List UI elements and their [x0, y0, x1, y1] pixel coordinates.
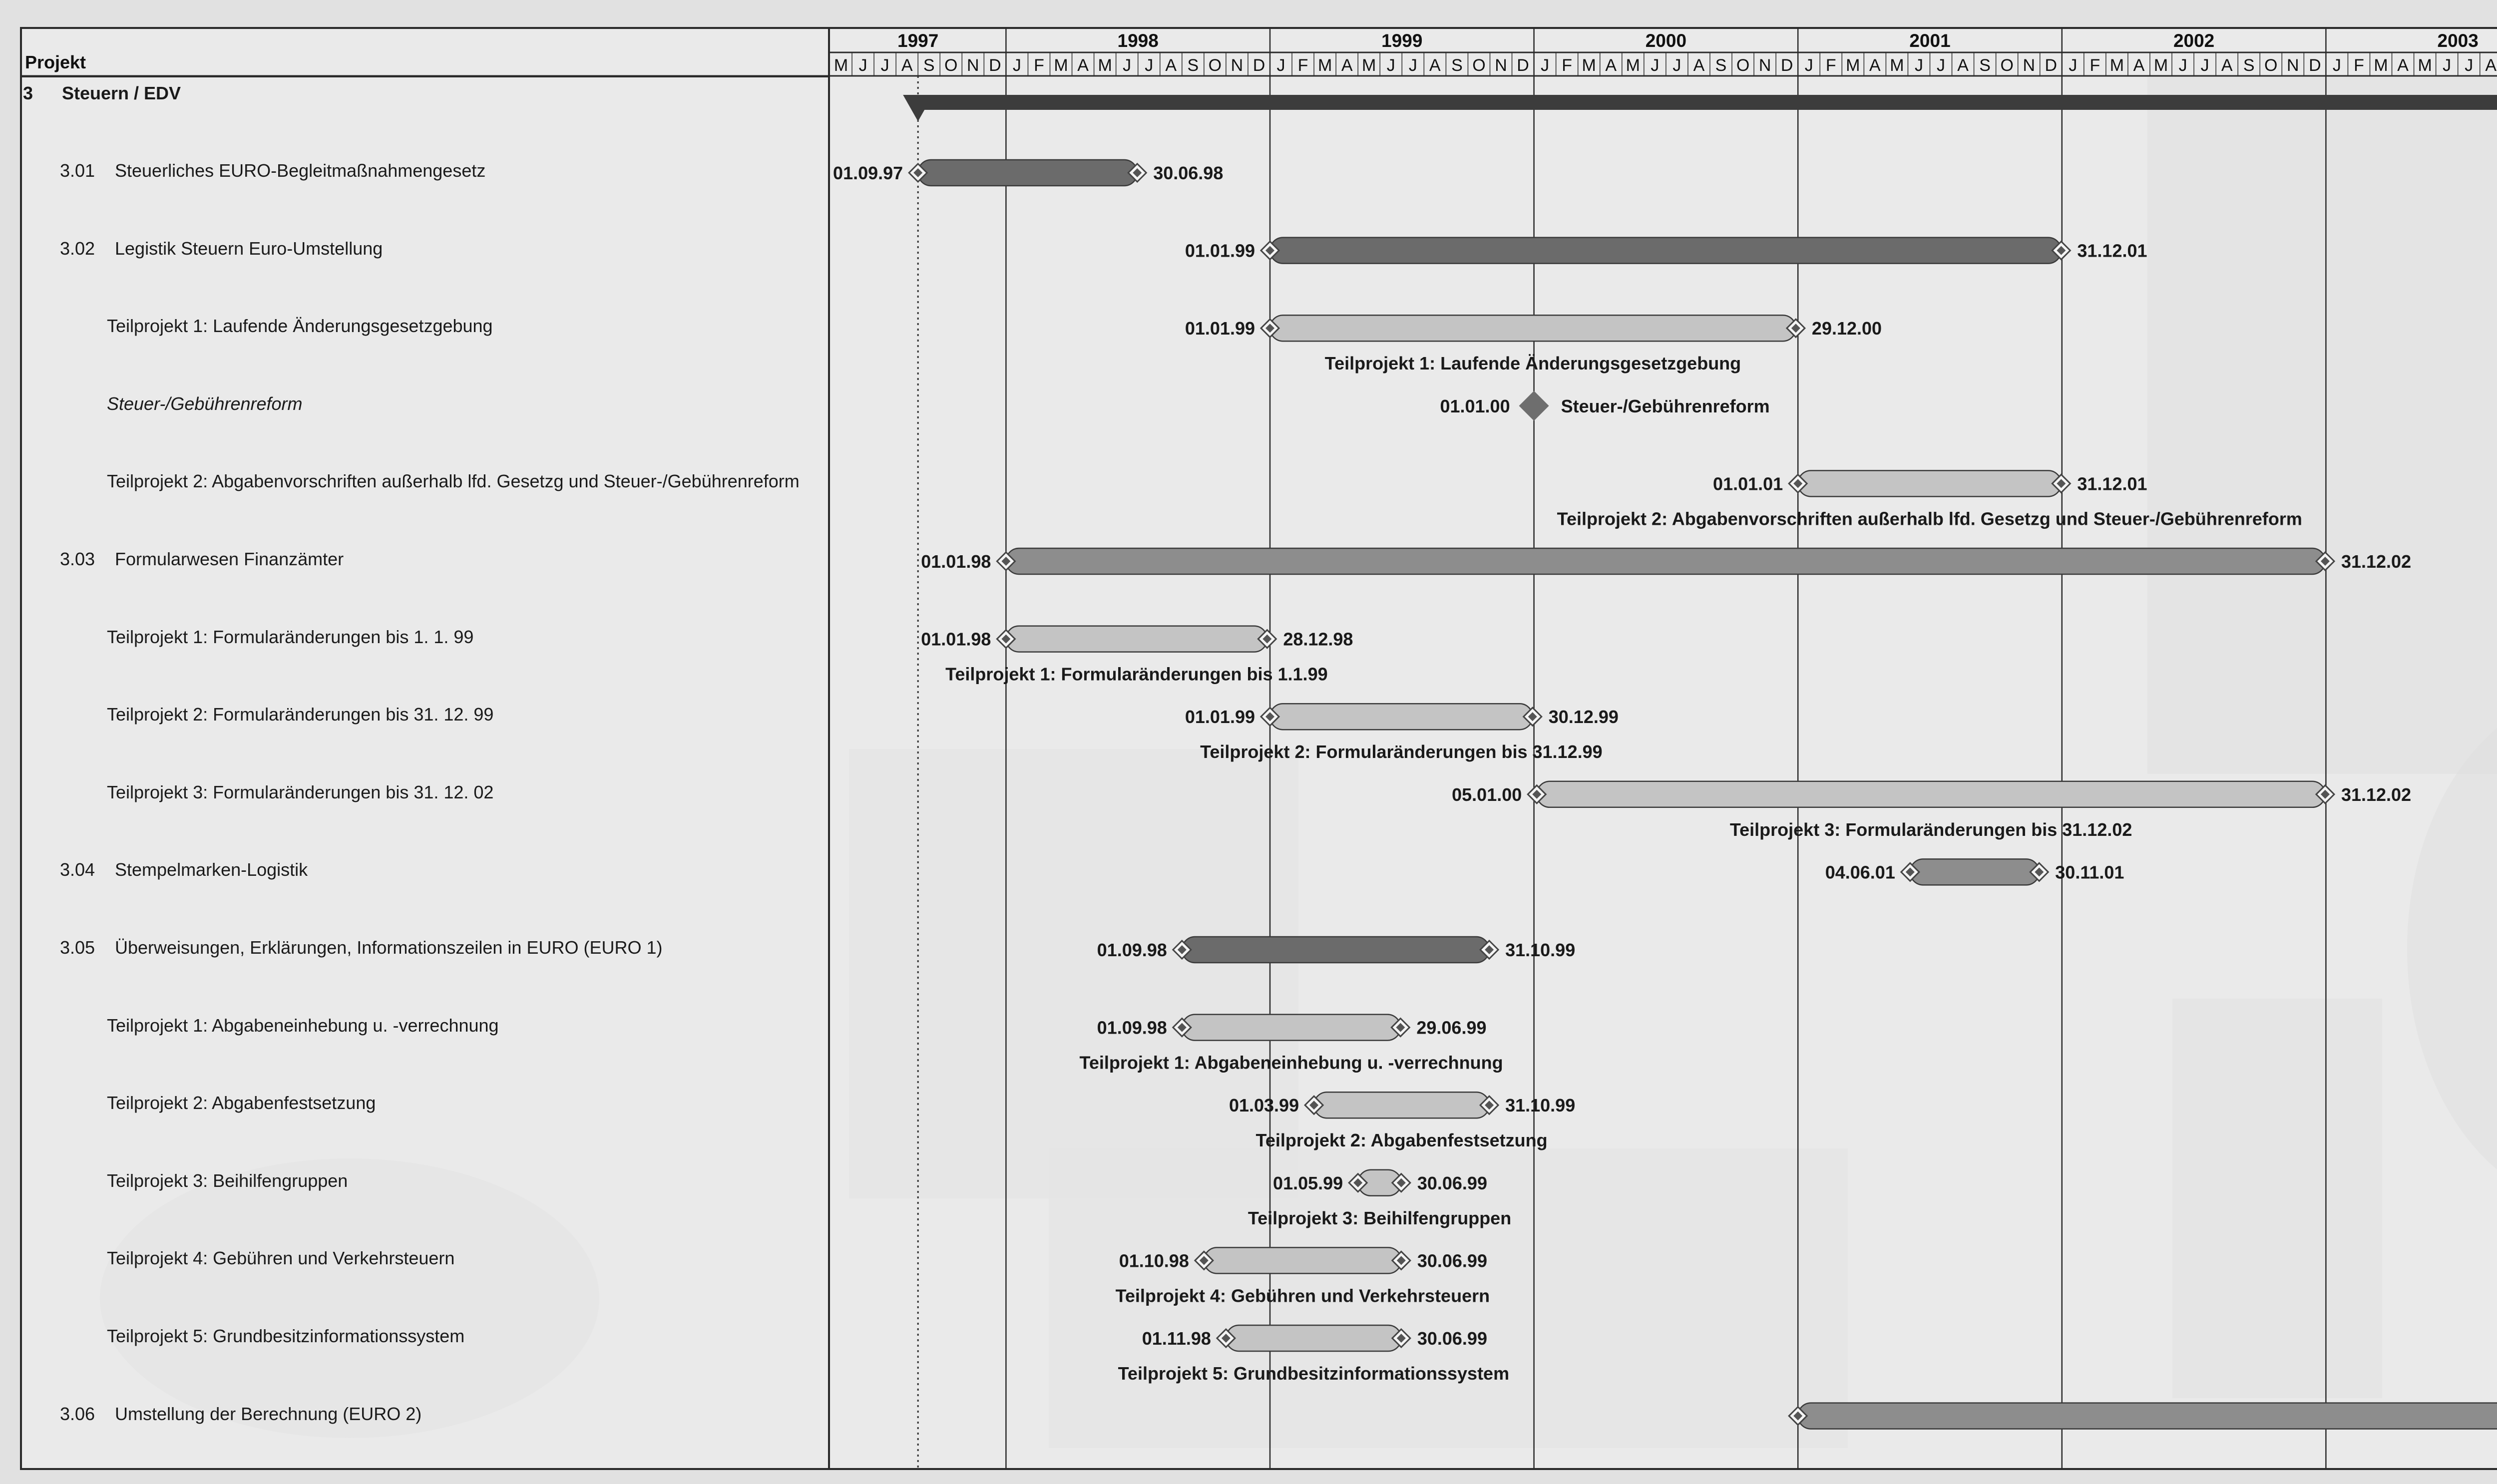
year-label: 2001	[1909, 30, 1951, 51]
month-label: A	[1605, 56, 1617, 75]
end-date-label: 30.12.99	[1548, 707, 1619, 728]
month-label: M	[833, 56, 848, 75]
month-label: M	[1846, 56, 1860, 75]
task-bar	[1226, 1325, 1401, 1351]
month-label: S	[1187, 56, 1199, 75]
task-caption-label: Teilprojekt 4: Gebühren und Verkehrsteuern	[1115, 1285, 1490, 1306]
month-label: J	[2069, 56, 2078, 75]
start-date-label: 01.01.99	[1185, 318, 1255, 339]
task-caption-label: Teilprojekt 2: Abgabenvorschriften außerhalb lfd. Gesetzg und Steuer-/Gebührenreform	[1557, 508, 2302, 529]
month-label: J	[2332, 56, 2341, 75]
task-bar	[1314, 1092, 1489, 1118]
task-bar	[1006, 548, 2325, 574]
milestone-diamond-icon	[1519, 391, 1549, 421]
start-date-label: 01.01.98	[921, 629, 991, 650]
summary-bar	[918, 95, 2497, 110]
year-label: 2002	[2173, 30, 2215, 51]
task-caption-label: Teilprojekt 2: Abgabenfestsetzung	[1255, 1130, 1548, 1151]
milestone-date-label: 01.01.00	[1440, 395, 1510, 416]
month-label: O	[2000, 56, 2014, 75]
month-label: O	[944, 56, 958, 75]
month-label: J	[858, 56, 867, 75]
column-header-projekt: Projekt	[25, 52, 86, 72]
month-label: J	[1386, 56, 1395, 75]
start-date-label: 01.11.98	[1142, 1328, 1211, 1349]
milestone-label: Steuer-/Gebührenreform	[1561, 395, 1770, 416]
end-date-label: 29.06.99	[1416, 1017, 1487, 1038]
month-label: D	[1252, 56, 1265, 75]
task-name: Steuern / EDV	[62, 83, 181, 103]
month-label: F	[2089, 56, 2100, 75]
task-number: 3.04	[60, 859, 95, 880]
task-bar	[1270, 315, 1796, 341]
task-name: Formularwesen Finanzämter	[115, 549, 344, 569]
task-name: Umstellung der Berechnung (EURO 2)	[115, 1403, 422, 1424]
month-label: F	[1297, 56, 1308, 75]
month-label: M	[1582, 56, 1596, 75]
start-date-label: 01.01.99	[1185, 707, 1255, 728]
month-label: M	[1317, 56, 1332, 75]
month-label: N	[1495, 56, 1507, 75]
task-name: Teilprojekt 1: Formularänderungen bis 1. 1. 99	[107, 626, 474, 647]
month-label: S	[1715, 56, 1727, 75]
task-caption-label: Teilprojekt 3: Beihilfengruppen	[1248, 1207, 1512, 1228]
month-label: D	[1780, 56, 1793, 75]
end-date-label: 28.12.98	[1283, 629, 1353, 650]
year-label: 1997	[897, 30, 939, 51]
end-date-label: 30.06.99	[1417, 1172, 1487, 1193]
start-date-label: 01.09.98	[1097, 1017, 1167, 1038]
month-label: M	[1098, 56, 1112, 75]
month-label: M	[1626, 56, 1640, 75]
task-bar	[1270, 238, 2061, 264]
month-label: N	[1758, 56, 1771, 75]
task-name: Teilprojekt 3: Formularänderungen bis 31. 12. 02	[107, 781, 494, 802]
start-date-label: 01.09.98	[1097, 940, 1167, 960]
month-label: J	[880, 56, 889, 75]
month-label: N	[1231, 56, 1244, 75]
month-label: A	[1957, 56, 1969, 75]
end-date-label: 31.10.99	[1505, 1095, 1576, 1116]
month-label: F	[1562, 56, 1573, 75]
start-date-label: 01.03.99	[1229, 1095, 1299, 1116]
end-date-label: 30.11.01	[2055, 862, 2124, 883]
task-bar	[918, 160, 1137, 186]
task-bar	[1537, 781, 2325, 807]
start-date-label: 01.09.97	[833, 163, 903, 183]
task-name: Teilprojekt 1: Abgabeneinhebung u. -verrechnung	[107, 1015, 499, 1036]
start-date-label: 01.01.98	[921, 551, 991, 572]
month-label: J	[1012, 56, 1021, 75]
task-name: Teilprojekt 5: Grundbesitzinformationssystem	[107, 1326, 465, 1346]
month-label: S	[1979, 56, 1991, 75]
task-name: Teilprojekt 3: Beihilfengruppen	[107, 1170, 348, 1191]
start-date-label: 01.05.99	[1273, 1172, 1343, 1193]
task-bar	[1006, 626, 1267, 652]
month-label: J	[2443, 56, 2452, 75]
month-label: A	[1869, 56, 1881, 75]
month-label: O	[1472, 56, 1486, 75]
month-label: S	[923, 56, 935, 75]
task-caption-label: Teilprojekt 1: Laufende Änderungsgesetzgebung	[1324, 353, 1741, 374]
start-date-label: 04.06.01	[1825, 862, 1895, 883]
month-label: J	[2465, 56, 2474, 75]
month-label: A	[901, 56, 913, 75]
month-label: M	[2153, 56, 2168, 75]
month-label: J	[1541, 56, 1550, 75]
month-label: O	[1208, 56, 1222, 75]
task-caption-label: Teilprojekt 1: Abgabeneinhebung u. -verrechnung	[1079, 1052, 1503, 1073]
task-name: Teilprojekt 4: Gebühren und Verkehrsteuern	[107, 1248, 455, 1269]
month-label: D	[2309, 56, 2321, 75]
month-label: A	[2133, 56, 2145, 75]
task-number: 3.02	[60, 238, 95, 259]
end-date-label: 30.06.98	[1153, 163, 1224, 183]
month-label: J	[1672, 56, 1681, 75]
task-name: Stempelmarken-Logistik	[115, 859, 308, 880]
end-date-label: 31.12.01	[2077, 473, 2147, 494]
task-caption-label: Teilprojekt 5: Grundbesitzinformationssystem	[1118, 1363, 1510, 1384]
task-number: 3.01	[60, 160, 95, 181]
month-label: J	[2178, 56, 2187, 75]
month-label: N	[967, 56, 979, 75]
month-label: A	[1429, 56, 1441, 75]
year-label: 1999	[1381, 30, 1423, 51]
month-label: J	[1914, 56, 1923, 75]
end-date-label: 30.06.99	[1417, 1250, 1487, 1271]
month-label: M	[1362, 56, 1376, 75]
task-number: 3.03	[60, 549, 95, 569]
end-date-label: 31.12.01	[2077, 240, 2147, 261]
task-name: Teilprojekt 2: Formularänderungen bis 31. 12. 99	[107, 704, 494, 725]
end-date-label: 30.06.99	[1417, 1328, 1487, 1349]
month-label: J	[1408, 56, 1417, 75]
task-bar	[1798, 1403, 2497, 1429]
month-label: O	[1736, 56, 1750, 75]
month-label: J	[1651, 56, 1660, 75]
month-label: M	[2109, 56, 2124, 75]
month-label: A	[1165, 56, 1177, 75]
month-label: M	[1890, 56, 1904, 75]
month-label: F	[1034, 56, 1044, 75]
task-bar	[1270, 704, 1533, 730]
month-label: D	[2045, 56, 2058, 75]
month-label: O	[2264, 56, 2278, 75]
month-label: F	[2354, 56, 2364, 75]
start-date-label: 01.01.99	[1185, 240, 1255, 261]
start-date-label: 01.10.98	[1119, 1250, 1189, 1271]
month-label: A	[2485, 56, 2497, 75]
end-date-label: 29.12.00	[1811, 318, 1882, 339]
end-date-label: 31.12.02	[2341, 784, 2412, 805]
task-bar	[1798, 470, 2061, 496]
month-label: S	[2243, 56, 2255, 75]
start-date-label: 05.01.00	[1452, 784, 1522, 805]
month-label: J	[1804, 56, 1813, 75]
year-label: 2000	[1645, 30, 1687, 51]
year-label: 1998	[1117, 30, 1159, 51]
end-date-label: 31.12.02	[2341, 551, 2412, 572]
month-label: J	[2200, 56, 2209, 75]
month-label: J	[1276, 56, 1285, 75]
start-date-label: 01.01.01	[1713, 473, 1783, 494]
month-label: A	[1077, 56, 1089, 75]
month-label: J	[1145, 56, 1154, 75]
task-bar	[1204, 1247, 1401, 1273]
task-name: Teilprojekt 1: Laufende Änderungsgesetzgebung	[107, 316, 493, 337]
end-date-label: 31.10.99	[1505, 940, 1576, 960]
month-label: M	[2418, 56, 2432, 75]
month-label: N	[2023, 56, 2036, 75]
task-name: Überweisungen, Erklärungen, Informationszeilen in EURO (EURO 1)	[115, 937, 663, 958]
task-number: 3.05	[60, 937, 95, 958]
month-label: A	[2397, 56, 2409, 75]
month-label: M	[1054, 56, 1068, 75]
task-bar	[1182, 937, 1489, 963]
month-label: A	[1341, 56, 1353, 75]
task-name: Legistik Steuern Euro-Umstellung	[115, 238, 383, 259]
task-caption-label: Teilprojekt 2: Formularänderungen bis 31.12.99	[1200, 742, 1603, 762]
task-bar	[1182, 1015, 1401, 1041]
month-label: S	[1451, 56, 1463, 75]
task-caption-label: Teilprojekt 3: Formularänderungen bis 31.12.02	[1729, 819, 2132, 840]
month-label: J	[1937, 56, 1946, 75]
task-name: Steuer-/Gebührenreform	[107, 393, 303, 414]
task-name: Teilprojekt 2: Abgabenvorschriften außerhalb lfd. Gesetzg und Steuer-/Gebührenreform	[107, 471, 800, 492]
month-label: A	[2221, 56, 2233, 75]
task-name: Teilprojekt 2: Abgabenfestsetzung	[107, 1093, 376, 1113]
month-label: J	[1123, 56, 1132, 75]
year-label: 2003	[2437, 30, 2479, 51]
task-number: 3	[23, 83, 33, 103]
month-label: F	[1825, 56, 1836, 75]
task-caption-label: Teilprojekt 1: Formularänderungen bis 1.1.99	[945, 664, 1328, 685]
month-label: N	[2287, 56, 2299, 75]
month-label: D	[1517, 56, 1529, 75]
task-name: Steuerliches EURO-Begleitmaßnahmengesetz	[115, 160, 486, 181]
month-label: A	[1693, 56, 1705, 75]
month-label: M	[2374, 56, 2388, 75]
month-label: D	[989, 56, 1001, 75]
task-number: 3.06	[60, 1403, 95, 1424]
task-bar	[1910, 859, 2039, 885]
